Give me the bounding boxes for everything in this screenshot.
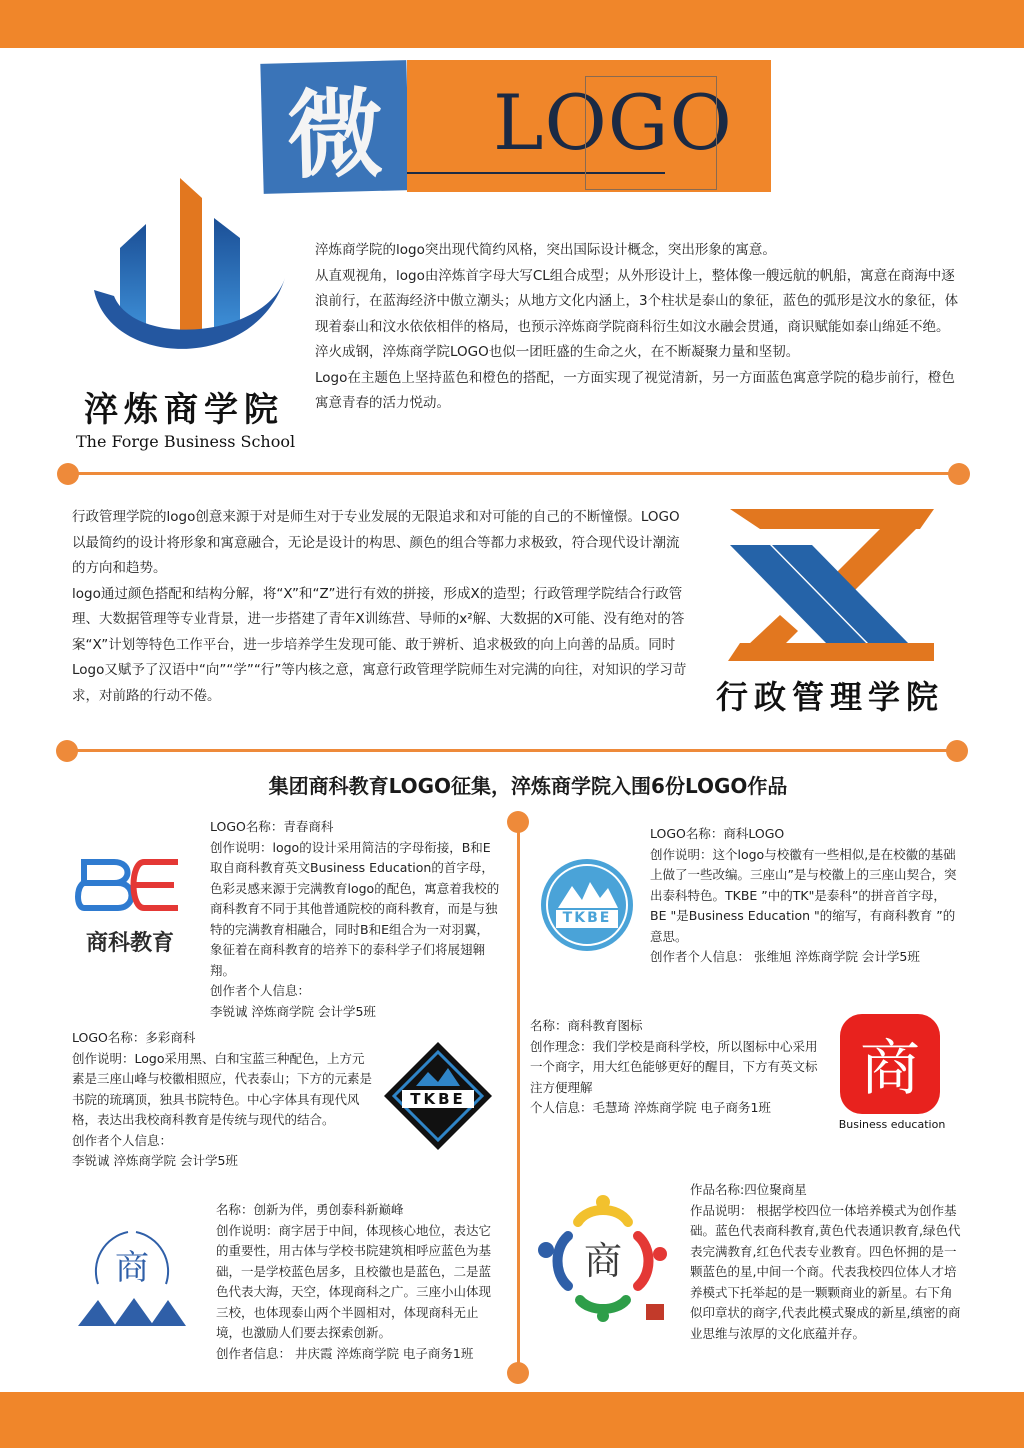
work3-author: 李锐诚 淬炼商学院 会计学5班	[72, 1153, 238, 1168]
cuilian-para-1: 淬炼商学院的logo突出现代简约风格，突出国际设计概念，突出形象的寓意。	[315, 242, 776, 258]
work4-description	[530, 1016, 822, 1119]
work1-description	[210, 817, 500, 1022]
xingzheng-logo-graphic	[720, 505, 940, 665]
work2-logo-text: TKBE	[562, 910, 612, 926]
work2-name: LOGO名称：商科LOGO	[650, 826, 785, 841]
cuilian-logo-graphic	[80, 178, 290, 388]
center-dot-bottom	[507, 1362, 529, 1384]
work1-name: LOGO名称：青春商科	[210, 819, 334, 834]
xingzheng-para-1: 行政管理学院的logo创意来源于对是师生对于专业发展的无限追求和对可能的自己的不断憧憬。LOGO以最简约的设计将形象和寓意融合，无论是设计的构思、颜色的组合等都力求极致，符合现代设计潮流的方向和趋势。	[72, 509, 680, 576]
work1-author-label: 创作者个人信息：	[210, 983, 311, 998]
work1-logo-text: 商科教育	[85, 931, 174, 956]
work1-author: 李锐诚 淬炼商学院 会计学5班	[210, 1003, 376, 1019]
divider-dot-right	[946, 740, 968, 762]
cuilian-logo-cn: 淬炼商学院	[84, 390, 284, 430]
be-logo-graphic	[74, 856, 186, 914]
work1-logo	[74, 856, 186, 954]
work6-name: 作品名称:四位聚商星	[690, 1182, 807, 1197]
divider-line	[66, 749, 958, 752]
divider-dot-right	[948, 463, 970, 485]
work6-desc: 作品说明： 根据学校四位一体培养模式为创作基础。蓝色代表商科教育,黄色代表通识教育,绿色代表完满教育,红色代表专业教育。四色怀拥的是一颗蓝色的星,中间一个商。代表我校四位体人才培养模式下托举起的是一颗颗商业的新星。右下角似印章状的商字,代表此模式聚成的新星,缜密的商业思维与浓厚的文化底蕴并存。	[690, 1202, 961, 1341]
tkbe-circle-graphic	[540, 858, 634, 952]
work4-desc: 创作理念：我们学校是商科学校，所以图标中心采用一个商字，用大红色能够更好的醒目，下方有英文标注方便理解	[530, 1038, 818, 1095]
work4-logo-caption: Business education	[838, 1118, 946, 1131]
logo-banner	[407, 60, 771, 192]
cuilian-logo	[80, 178, 290, 388]
cuilian-logo-en: The Forge Business School	[76, 432, 296, 451]
work4-logo-char: 商	[860, 1034, 920, 1104]
work1-desc: 创作说明：logo的设计采用简洁的字母衔接，B和E取自商科教育英文Business Education的首字母，色彩灵感来源于完满教育logo的配色，寓意着我校的商科教育不同于其他普通院校的商科教育，而是与独特的完满教育相融合，同时B和E组合为一对羽翼，象征着在商科教育的培养下的泰科学子们将展翅翱翔。	[210, 839, 500, 978]
divider-line	[68, 472, 958, 475]
section-title: 集团商科教育LOGO征集，淬炼商学院入围6份LOGO作品	[268, 774, 788, 798]
work5-author: 创作者信息： 井庆霞 淬炼商学院 电子商务1班	[216, 1345, 474, 1361]
work3-logo-text: TKBE	[410, 1090, 466, 1108]
work3-description	[72, 1028, 372, 1172]
work5-desc: 创作说明：商字居于中间，体现核心地位，表达它的重要性，用古体与学校书院建筑相呼应蓝色为基础，一是学校蓝色居多，且校徽也是蓝色，二是蓝色代表大海，天空，体现商科之广。三座小山体现三校，也体现泰山两个半圆相对，体现商科无止境，也激励人们要去探索创新。	[216, 1222, 492, 1340]
work3-author-label: 创作者个人信息：	[72, 1132, 173, 1148]
center-dot-top	[507, 811, 529, 833]
wei-badge	[260, 60, 409, 194]
work6-logo-char: 商	[583, 1239, 622, 1283]
xingzheng-description	[72, 505, 692, 709]
work3-name: LOGO名称：多彩商科	[72, 1030, 196, 1045]
work5-logo	[76, 1222, 188, 1330]
work6-description	[690, 1180, 962, 1344]
logo-word: LOGO	[493, 78, 733, 167]
xingzheng-para-2: logo通过颜色搭配和结构分解，将“X”和“Z”进行有效的拼接，形成X的造型；行政管理学院结合行政管理、大数据管理等专业背景，进一步搭建了青年X训练营、导师的x²解、大数据的X可能、没有绝对的答案“X”计划等特色工作平台，进一步培养学生发现可能、敢于辨析、追求极致的向上向善的品质。同时Logo又赋予了汉语中“向”“学”“行”等内核之意，寓意行政管理学院师生对完满的向往，对知识的学习苛求，对前路的行动不倦。	[72, 585, 687, 704]
wei-char: 微	[285, 76, 385, 192]
selection-frame	[585, 76, 717, 190]
work3-logo	[382, 1040, 494, 1152]
work5-name: 名称：创新为伴，勇创泰科新巅峰	[216, 1202, 404, 1217]
cuilian-para-3: Logo在主题色上坚持蓝色和橙色的搭配，一方面实现了视觉清新，另一方面蓝色寓意学院的稳步前行，橙色寓意青春的活力悦动。	[315, 369, 955, 411]
xingzheng-logo	[720, 505, 940, 665]
work4-author: 个人信息：毛慧琦 淬炼商学院 电子商务1班	[530, 1100, 771, 1115]
work5-description	[216, 1200, 498, 1364]
top-bar	[0, 0, 1024, 48]
bottom-bar	[0, 1392, 1024, 1448]
work5-logo-char: 商	[115, 1248, 149, 1288]
work2-logo	[540, 858, 634, 952]
xingzheng-logo-cn: 行政管理学院	[716, 678, 945, 716]
work2-description	[650, 824, 960, 968]
cuilian-description	[315, 238, 959, 417]
work2-author: 创作者个人信息： 张维旭 淬炼商学院 会计学5班	[650, 949, 920, 964]
cuilian-para-2: 从直观视角，logo由淬炼首字母大写CL组合成型；从外形设计上，整体像一艘远航的帆船，寓意在商海中逐浪前行，在蓝海经济中傲立潮头；从地方文化内涵上，3个柱状是泰山的象征，蓝色的弧形是汶水的象征，体现着泰山和汶水依依相伴的格局，也预示淬炼商学院商科衍生如汶水融会贯通，商识赋能如泰山绵延不绝。淬火成钢，淬炼商学院LOGO也似一团旺盛的生命之火，在不断凝聚力量和坚韧。	[315, 267, 959, 360]
work4-logo	[840, 1014, 940, 1114]
work2-desc: 创作说明：这个logo与校徽有一些相似,是在校徽的基础上做了一些改编。三座山”是与校徽上的三座山契合，突出泰科特色。TKBE ”中的TK"是泰科”的拼音首字母，BE "是Business Education "的缩写，有商科教育 ”的意思。	[650, 846, 957, 944]
work6-logo	[538, 1192, 668, 1322]
work4-name: 名称：商科教育图标	[530, 1018, 643, 1033]
work3-desc: 创作说明：Logo采用黑、白和宝蓝三种配色，上方元素是三座山峰与校徽相照应，代表泰山；下方的元素是书院的琉璃顶，独具书院特色。中心字体具有现代风格，表达出我校商科教育是传统与现代的结合。	[72, 1050, 373, 1127]
center-divider	[517, 812, 520, 1378]
